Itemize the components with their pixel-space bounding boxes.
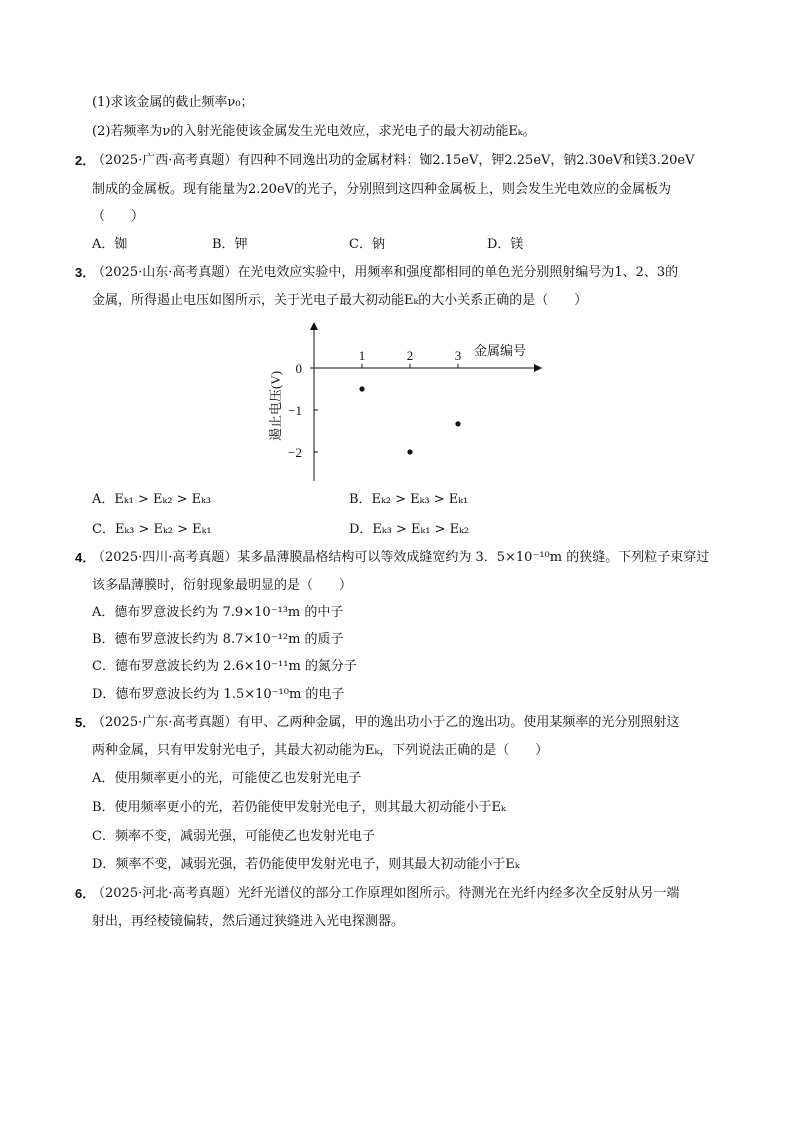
- q3-line1: （2025·山东·高考真题）在光电效应实验中，用频率和强度都相同的单色光分别照射编号为1、2、3的: [92, 265, 679, 280]
- data-point: [455, 421, 460, 426]
- q2-line3: （ ）: [92, 209, 145, 224]
- q2-option-a: A．铷: [92, 237, 128, 252]
- q5-option-a: A．使用频率更小的光，可能使乙也发射光电子: [92, 771, 362, 786]
- data-point: [359, 386, 364, 391]
- q6-line1: （2025·河北·高考真题）光纤光谱仪的部分工作原理如图所示。待测光在光纤内经多次全反射从另一端: [92, 886, 680, 901]
- q2-number: 2．: [75, 153, 96, 168]
- q4-line1: （2025·四川·高考真题）某多晶薄膜晶格结构可以等效成缝宽约为 3．5×10⁻¹⁰m 的狭缝。下列粒子束穿过: [92, 550, 710, 565]
- q1-part2: (2)若频率为ν的入射光能使该金属发生光电效应，求光电子的最大初动能Eₖ。: [92, 124, 536, 139]
- q2-option-d: D．镁: [487, 237, 524, 252]
- q2-line2: 制成的金属板。现有能量为2.20eV的光子，分别照到这四种金属板上，则会发生光电效应的金属板为: [92, 182, 672, 197]
- x-axis-arrow: [534, 364, 542, 372]
- x-tick-label: 2: [406, 348, 414, 363]
- q3-option-a: A．Eₖ₁ > Eₖ₂ > Eₖ₃: [92, 492, 212, 507]
- q4-option-c: C．德布罗意波长约为 2.6×10⁻¹¹m 的氮分子: [92, 659, 357, 674]
- y-axis-arrow: [310, 322, 318, 330]
- q3-line2: 金属，所得遏止电压如图所示，关于光电子最大初动能Eₖ的大小关系正确的是（ ）: [92, 293, 588, 308]
- q2-line1: （2025·广西·高考真题）有四种不同逸出功的金属材料：铷2.15eV，钾2.25eV，钠2.30eV和镁3.20eV: [92, 153, 695, 168]
- q4-number: 4．: [75, 550, 96, 565]
- q5-line2: 两种金属，只有甲发射光电子，其最大初动能为Eₖ，下列说法正确的是（ ）: [92, 743, 549, 758]
- q3-option-b: B．Eₖ₂ > Eₖ₃ > Eₖ₁: [349, 492, 469, 507]
- q6-number: 6．: [75, 886, 96, 901]
- q5-option-c: C．频率不变，减弱光强，可能使乙也发射光电子: [92, 829, 375, 844]
- q5-number: 5．: [75, 715, 96, 730]
- q2-option-b: B．钾: [212, 237, 248, 252]
- q4-option-a: A．德布罗意波长约为 7.9×10⁻¹³m 的中子: [92, 605, 344, 620]
- q3-option-c: C．Eₖ₃ > Eₖ₂ > Eₖ₁: [92, 522, 212, 537]
- x-axis-label: 金属编号: [474, 343, 527, 358]
- q4-option-b: B．德布罗意波长约为 8.7×10⁻¹²m 的质子: [92, 632, 344, 647]
- q4-option-d: D．德布罗意波长约为 1.5×10⁻¹⁰m 的电子: [92, 687, 345, 702]
- q3-number: 3．: [75, 265, 96, 280]
- y-tick-label: −2: [288, 445, 302, 460]
- stopping-voltage-chart: [260, 318, 560, 488]
- q1-part1: (1)求该金属的截止频率ν₀；: [92, 95, 254, 110]
- y-tick-label: −1: [288, 403, 302, 418]
- q5-option-b: B．使用频率更小的光，若仍能使甲发射光电子，则其最大初动能小于Eₖ: [92, 800, 506, 815]
- q2-option-c: C．钠: [349, 237, 385, 252]
- x-tick-label: 3: [454, 348, 462, 363]
- q5-option-d: D．频率不变，减弱光强，若仍能使甲发射光电子，则其最大初动能小于Eₖ: [92, 857, 520, 872]
- x-tick-label: 1: [358, 348, 366, 363]
- q3-option-d: D．Eₖ₃ > Eₖ₁ > Eₖ₂: [349, 522, 470, 537]
- q5-line1: （2025·广东·高考真题）有甲、乙两种金属，甲的逸出功小于乙的逸出功。使用某频率的光分别照射这: [92, 715, 680, 730]
- y-axis-label: 遏止电压(V): [268, 370, 283, 442]
- y-tick-label: 0: [295, 361, 302, 376]
- q4-line2: 该多晶薄膜时，衍射现象最明显的是（ ）: [92, 578, 353, 593]
- q6-line2: 射出，再经棱镜偏转，然后通过狭缝进入光电探测器。: [92, 914, 405, 929]
- data-point: [407, 449, 412, 454]
